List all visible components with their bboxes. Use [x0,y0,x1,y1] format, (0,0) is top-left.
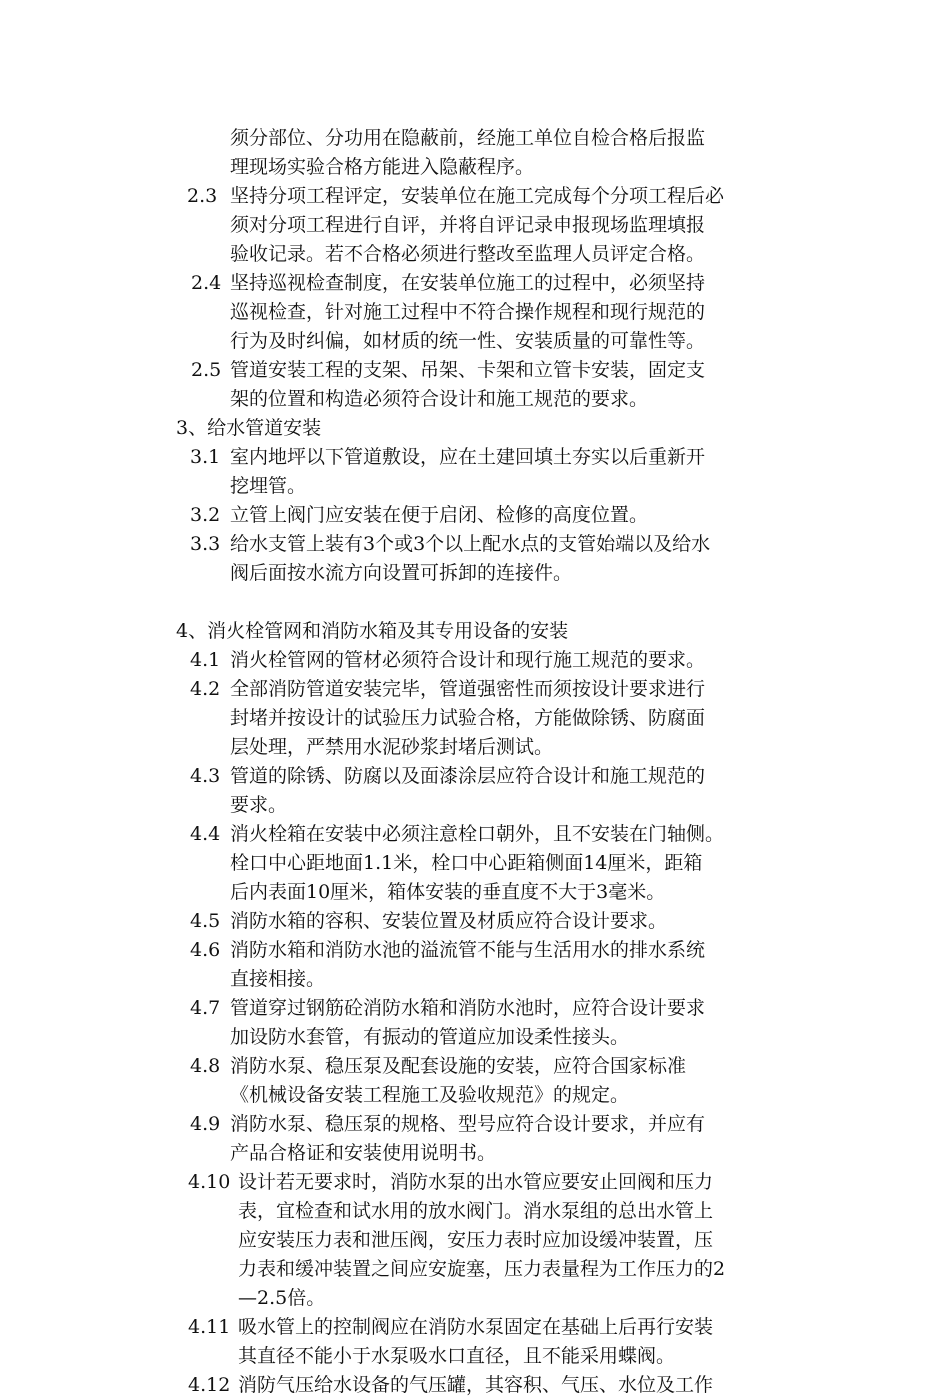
text-line [0,820,950,849]
text-line [0,1139,950,1168]
clause-text: 须对分项工程进行自评，并将自评记录申报现场监理填报 [230,214,706,236]
text-line [0,530,950,559]
section-heading-text: 4、消火栓管网和消防水箱及其专用设备的安装 [176,620,569,642]
clause-text: 栓口中心距地面1.1米，栓口中心距箱侧面14厘米，距箱 [230,852,703,874]
clause-text: 设计若无要求时，消防水泵的出水管应要安止回阀和压力 [238,1171,714,1193]
clause-text: 坚持巡视检查制度，在安装单位施工的过程中，必须坚持 [230,272,706,294]
text-line [0,1284,950,1313]
text-line [0,443,950,472]
text-line [0,1081,950,1110]
text-line [0,1052,950,1081]
text-line [0,907,950,936]
clause-number: 2.4 [191,272,222,294]
clause-number: 2.3 [187,185,218,207]
clause-number: 4.5 [190,910,221,932]
text-line [0,182,950,211]
text-line [0,472,950,501]
clause-text: 力表和缓冲装置之间应安旋塞，压力表量程为工作压力的2 [238,1258,726,1280]
clause-text: 要求。 [230,794,288,816]
clause-text: 其直径不能小于水泵吸水口直径，且不能采用蝶阀。 [238,1345,676,1367]
clause-text: 管道的除锈、防腐以及面漆涂层应符合设计和施工规范的 [230,765,706,787]
clause-text: 行为及时纠偏，如材质的统一性、安装质量的可靠性等。 [230,330,706,352]
text-line [0,1168,950,1197]
clause-text: 须分部位、分功用在隐蔽前，经施工单位自检合格后报监 [230,127,706,149]
text-line [0,501,950,530]
text-line [0,733,950,762]
clause-number: 3.2 [190,504,221,526]
clause-text: 室内地坪以下管道敷设，应在土建回填土夯实以后重新开 [230,446,706,468]
clause-text: 给水支管上装有3个或3个以上配水点的支管始端以及给水 [230,533,711,555]
text-line [0,965,950,994]
clause-text: 加设防水套管，有振动的管道应加设柔性接头。 [230,1026,630,1048]
clause-text: 全部消防管道安装完毕，管道强密性而须按设计要求进行 [230,678,706,700]
clause-text: 消防气压给水设备的气压罐，其容积、气压、水位及工作 [238,1374,714,1396]
clause-text: —2.5倍。 [238,1287,326,1309]
text-line [0,1110,950,1139]
clause-number: 4.1 [190,649,221,671]
clause-text: 直接相接。 [230,968,326,990]
text-line [0,327,950,356]
text-line [0,646,950,675]
text-line [0,1342,950,1371]
section-heading [0,414,950,443]
clause-text: 产品合格证和安装使用说明书。 [230,1142,497,1164]
text-line [0,878,950,907]
text-line [0,936,950,965]
clause-number: 4.7 [190,997,221,1019]
text-line [0,704,950,733]
section-heading [0,617,950,646]
clause-text: 消火栓管网的管材必须符合设计和现行施工规范的要求。 [230,649,706,671]
clause-text: 验收记录。若不合格必须进行整改至监理人员评定合格。 [230,243,706,265]
clause-number: 3.1 [190,446,221,468]
clause-text: 层处理，严禁用水泥砂浆封堵后测试。 [230,736,554,758]
text-line [0,153,950,182]
clause-text: 消防水泵、稳压泵及配套设施的安装，应符合国家标准 [230,1055,687,1077]
clause-text: 立管上阀门应安装在便于启闭、检修的高度位置。 [230,504,649,526]
clause-text: 消防水箱的容积、安装位置及材质应符合设计要求。 [230,910,668,932]
text-line [0,994,950,1023]
clause-number: 4.12 [188,1374,231,1396]
text-line [0,1313,950,1342]
text-line [0,675,950,704]
clause-text: 表，宜检查和试水用的放水阀门。消水泵组的总出水管上 [238,1200,714,1222]
clause-number: 4.9 [190,1113,221,1135]
clause-text: 管道穿过钢筋砼消防水箱和消防水池时，应符合设计要求 [230,997,706,1019]
text-line [0,211,950,240]
clause-number: 4.6 [190,939,221,961]
clause-text: 理现场实验合格方能进入隐蔽程序。 [230,156,535,178]
clause-number: 4.11 [188,1316,231,1338]
clause-text: 消防水泵、稳压泵的规格、型号应符合设计要求，并应有 [230,1113,706,1135]
clause-text: 坚持分项工程评定，安装单位在施工完成每个分项工程后必 [230,185,725,207]
text-line [0,849,950,878]
text-line [0,240,950,269]
clause-number: 4.2 [190,678,221,700]
text-line [0,124,950,153]
clause-text: 《机械设备安装工程施工及验收规范》的规定。 [230,1084,630,1106]
clause-text: 挖埋管。 [230,475,307,497]
text-line [0,1226,950,1255]
clause-number: 3.3 [190,533,221,555]
text-line [0,1255,950,1284]
clause-number: 4.8 [190,1055,221,1077]
clause-text: 消防水箱和消防水池的溢流管不能与生活用水的排水系统 [230,939,706,961]
text-line [0,559,950,588]
clause-text: 消火栓箱在安装中必须注意栓口朝外，且不安装在门轴侧。 [230,823,725,845]
clause-text: 封堵并按设计的试验压力试验合格，方能做除锈、防腐面 [230,707,706,729]
clause-text: 管道安装工程的支架、吊架、卡架和立管卡安装，固定支 [230,359,706,381]
text-line [0,1197,950,1226]
clause-text: 后内表面10厘米，箱体安装的垂直度不大于3毫米。 [230,881,666,903]
clause-text: 吸水管上的控制阀应在消防水泵固定在基础上后再行安装 [238,1316,714,1338]
text-line [0,269,950,298]
text-line [0,1023,950,1052]
clause-number: 4.4 [190,823,221,845]
text-line [0,356,950,385]
text-line [0,762,950,791]
text-line [0,791,950,820]
text-line [0,1371,950,1400]
clause-text: 架的位置和构造必须符合设计和施工规范的要求。 [230,388,649,410]
clause-number: 4.3 [190,765,221,787]
section-heading-text: 3、给水管道安装 [176,417,322,439]
clause-number: 2.5 [191,359,222,381]
text-line [0,298,950,327]
clause-text: 巡视检查，针对施工过程中不符合操作规程和现行规范的 [230,301,706,323]
text-line [0,385,950,414]
clause-number: 4.10 [188,1171,231,1193]
clause-text: 阀后面按水流方向设置可拆卸的连接件。 [230,562,573,584]
clause-text: 应安装压力表和泄压阀，安压力表时应加设缓冲装置，压 [238,1229,714,1251]
